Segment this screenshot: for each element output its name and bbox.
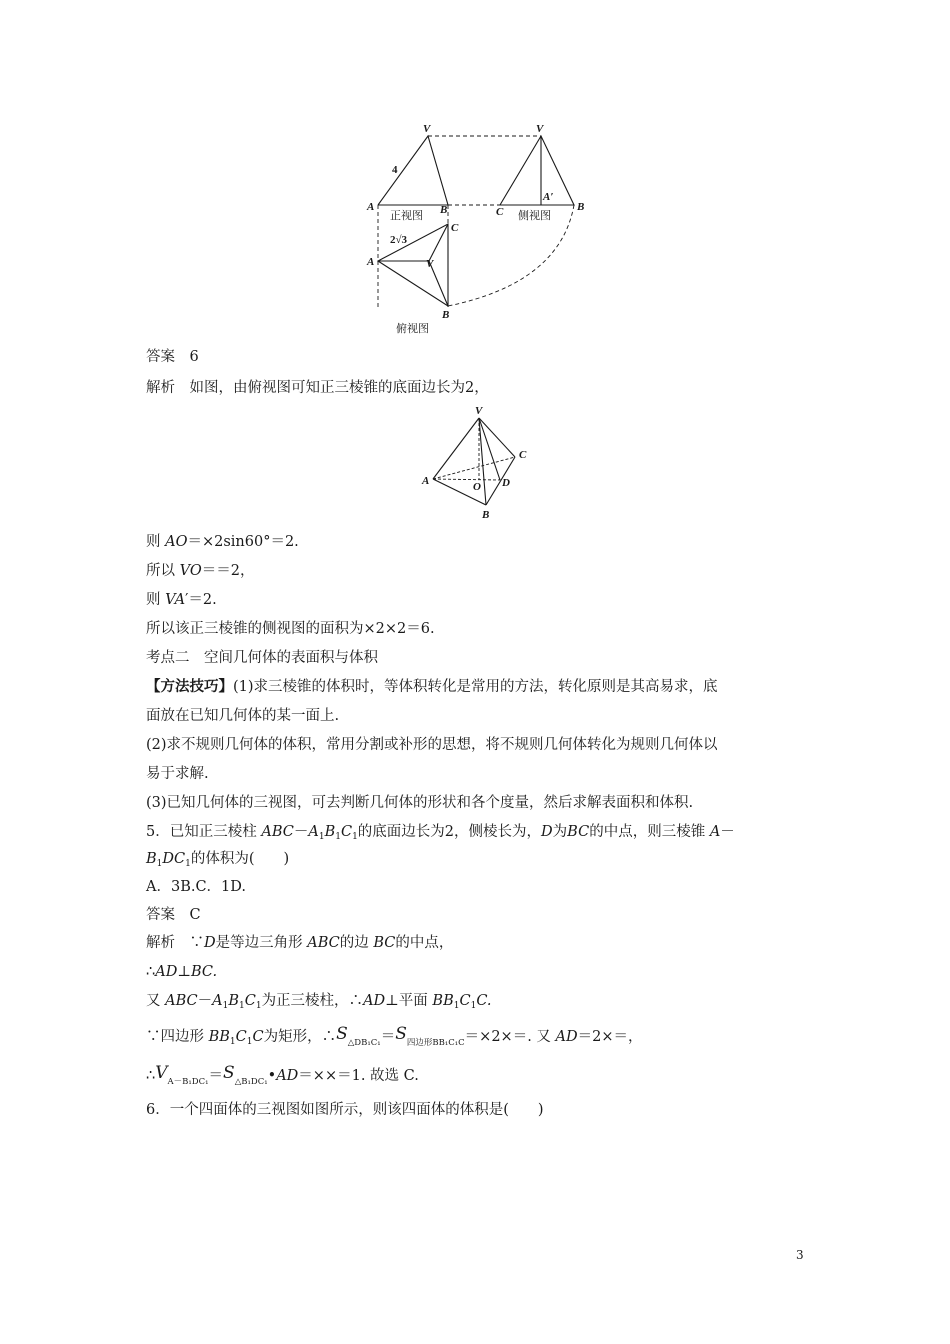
method-tip-1a: 【方法技巧】(1)求三棱锥的体积时，等体积转化是常用的方法，转化原则是其高易求，底 bbox=[146, 678, 718, 695]
answer-5: 答案 C bbox=[146, 907, 201, 923]
label-b-front: B bbox=[440, 204, 448, 216]
method-tip-2b: 易于求解. bbox=[146, 766, 209, 782]
analysis-5-line1: 解析 ∵D是等边三角形 ABC的边 BC的中点， bbox=[146, 935, 454, 951]
section-heading: 考点二 空间几何体的表面积与体积 bbox=[146, 650, 378, 666]
edge-label-2root3: 2√3 bbox=[390, 234, 408, 246]
label-d: D bbox=[502, 477, 510, 489]
label-c-top: C bbox=[451, 222, 459, 234]
line-va: 则 VA′＝2. bbox=[146, 592, 217, 608]
pyramid-figure bbox=[418, 400, 538, 526]
answer-1: 答案 6 bbox=[146, 349, 199, 365]
three-view-figure bbox=[360, 118, 600, 340]
method-tip-1b: 面放在已知几何体的某一面上. bbox=[146, 708, 340, 724]
question-5-line2: $B_1DC_1$的体积为( ) bbox=[146, 851, 290, 869]
side-view-caption: 侧视图 bbox=[518, 209, 551, 222]
label-b: B bbox=[482, 509, 490, 521]
label-a-prime: A′ bbox=[543, 191, 554, 203]
edge-label-4: 4 bbox=[392, 164, 398, 176]
line-ao: 则 AO＝×2sin60°＝2. bbox=[146, 534, 299, 550]
page-number: 3 bbox=[796, 1248, 804, 1262]
front-view-caption: 正视图 bbox=[390, 209, 423, 222]
analysis-1: 解析 如图，由俯视图可知正三棱锥的底面边长为2， bbox=[146, 380, 489, 396]
question-5-options: A．3B.C．1D. bbox=[146, 879, 246, 895]
method-tip-3: (3)已知几何体的三视图，可去判断几何体的形状和各个度量，然后求解表面积和体积. bbox=[146, 795, 694, 811]
top-view-caption: 俯视图 bbox=[396, 322, 429, 335]
label-v-top: V bbox=[426, 258, 434, 270]
method-tip-2a: (2)求不规则几何体的体积，常用分割或补形的思想，将不规则几何体转化为规则几何体以 bbox=[146, 737, 718, 753]
analysis-5-line2: ∴AD⊥BC. bbox=[146, 964, 218, 980]
label-b-top: B bbox=[442, 309, 450, 321]
analysis-5-line3: 又 $ABC-A_1B_1C_1$为正三棱柱，∴AD⊥平面 $BB_1C_1C$. bbox=[146, 993, 492, 1011]
label-o: O bbox=[473, 481, 481, 493]
label-b-side: B bbox=[577, 201, 585, 213]
label-v: V bbox=[475, 405, 483, 417]
label-a-front: A bbox=[367, 201, 375, 213]
analysis-5-line5: $\therefore V_{A-B_1DC_1}=S_{\triangle B_1DC_1}•AD=\times\times=1$. 故选 C. bbox=[146, 1063, 419, 1087]
line-vo: 所以 VO＝＝2， bbox=[146, 563, 255, 579]
question-5-line1: 5．已知正三棱柱 $ABC-A_1B_1C_1$的底面边长为2，侧棱长为，D为BC的中点，则三棱锥 A－ bbox=[146, 824, 735, 842]
label-a: A bbox=[422, 475, 430, 487]
label-v-side: V bbox=[536, 123, 544, 135]
label-c: C bbox=[519, 449, 527, 461]
question-6: 6．一个四面体的三视图如图所示，则该四面体的体积是( ) bbox=[146, 1102, 544, 1118]
analysis-5-line4: ∵四边形 $BB_1C_1C$为矩形，$\therefore S_{\triangle DB_1C_1}=S_{四边形BB_1C_1C}=\times 2\times=$. 又 AD＝2×＝， bbox=[146, 1024, 643, 1048]
label-c-side: C bbox=[496, 206, 504, 218]
line-area: 所以该正三棱锥的侧视图的面积为×2×2＝6. bbox=[146, 621, 435, 637]
label-v-front: V bbox=[423, 123, 431, 135]
label-a-top: A bbox=[367, 256, 375, 268]
